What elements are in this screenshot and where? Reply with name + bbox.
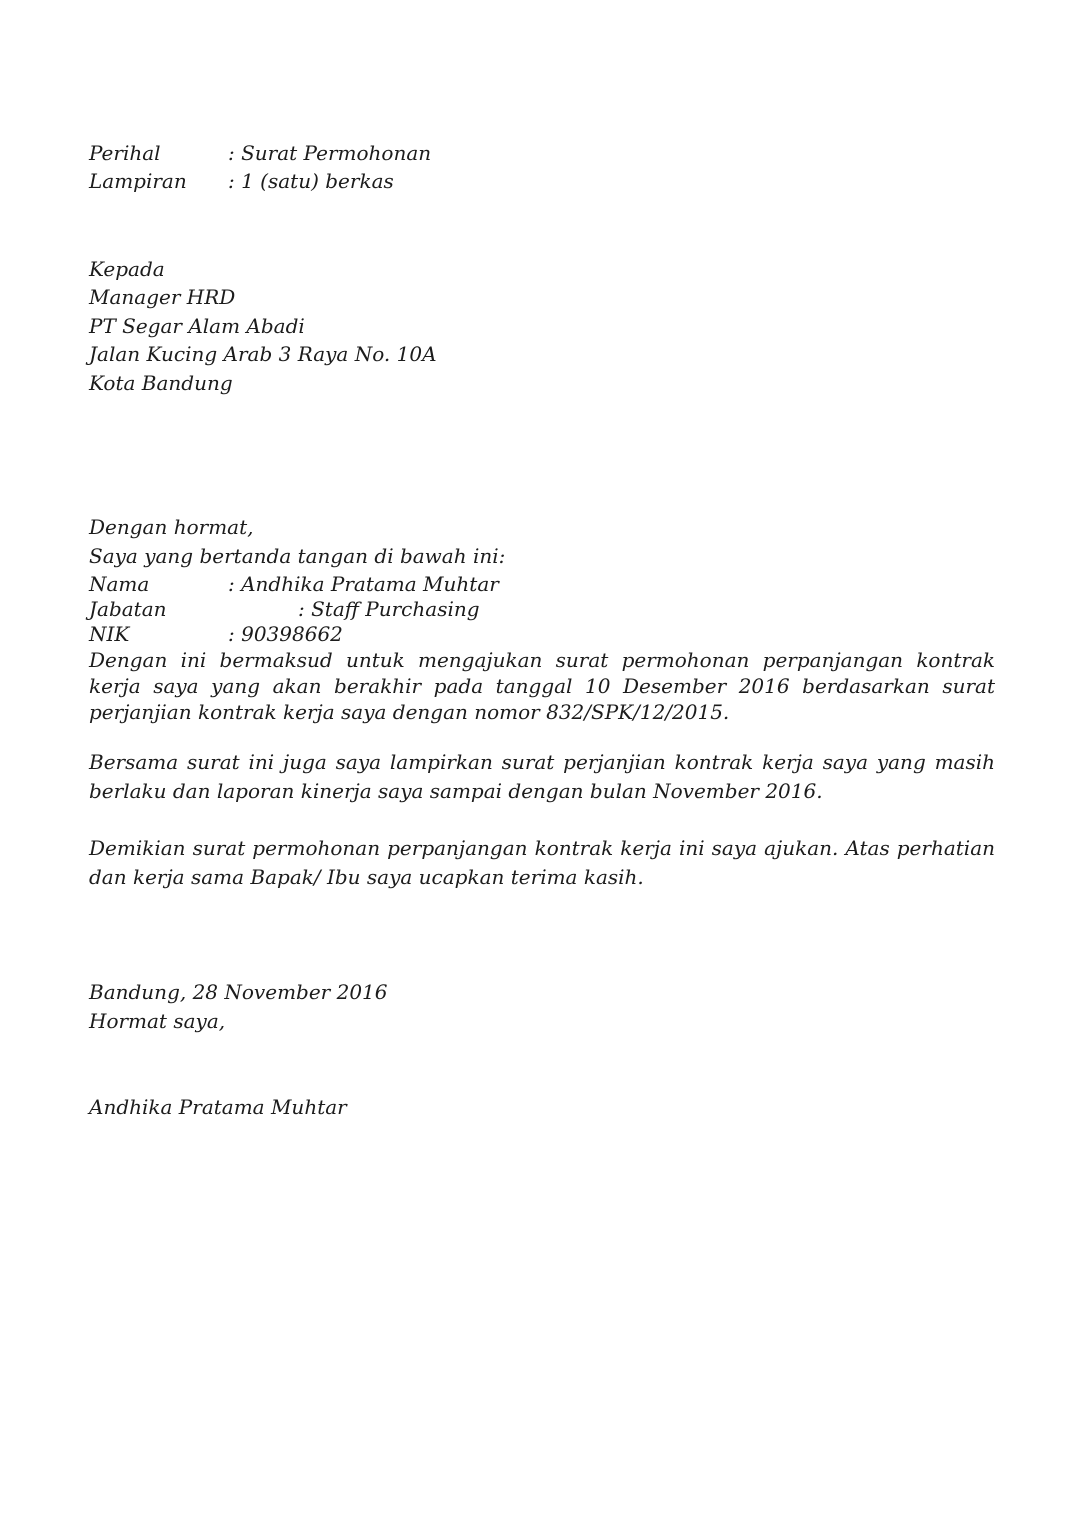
paragraph-closing: Demikian surat permohonan perpanjangan kontrak kerja ini saya ajukan. Atas perhatian dan kerja sama Bapak/ Ibu saya ucapkan terima kasih. bbox=[89, 836, 995, 889]
perihal-value: : Surat Permohonan bbox=[228, 141, 432, 165]
place-date: Bandung, 28 November 2016 bbox=[89, 980, 388, 1004]
field-value: : 90398662 bbox=[228, 622, 343, 646]
paragraph-request: Dengan ini bermaksud untuk mengajukan surat permohonan perpanjangan kontrak kerja saya yang akan berakhir pada tanggal 10 Desember 2016 berdasarkan surat perjanjian kontrak kerja saya dengan nomor 832/SPK/12/2015. bbox=[89, 648, 995, 724]
field-label: Jabatan bbox=[89, 597, 167, 621]
field-label: Nama bbox=[89, 572, 150, 596]
perihal-label: Perihal bbox=[89, 141, 161, 165]
field-value: : Staff Purchasing bbox=[298, 597, 480, 621]
recipient-city: Kota Bandung bbox=[89, 371, 233, 395]
recipient-address: Jalan Kucing Arab 3 Raya No. 10A bbox=[89, 342, 437, 366]
field-label: NIK bbox=[89, 622, 130, 646]
signer-name: Andhika Pratama Muhtar bbox=[89, 1095, 347, 1119]
recipient-title: Manager HRD bbox=[89, 285, 236, 309]
lampiran-value: : 1 (satu) berkas bbox=[228, 169, 394, 193]
intro-line: Saya yang bertanda tangan di bawah ini: bbox=[89, 544, 506, 568]
recipient-kepada: Kepada bbox=[89, 257, 165, 281]
lampiran-label: Lampiran bbox=[89, 169, 187, 193]
greeting: Dengan hormat, bbox=[89, 515, 254, 539]
closing-salutation: Hormat saya, bbox=[89, 1009, 226, 1033]
field-value: : Andhika Pratama Muhtar bbox=[228, 572, 499, 596]
recipient-company: PT Segar Alam Abadi bbox=[89, 314, 305, 338]
paragraph-attachment: Bersama surat ini juga saya lampirkan surat perjanjian kontrak kerja saya yang masih berlaku dan laporan kinerja saya sampai dengan bulan November 2016. bbox=[89, 750, 995, 803]
